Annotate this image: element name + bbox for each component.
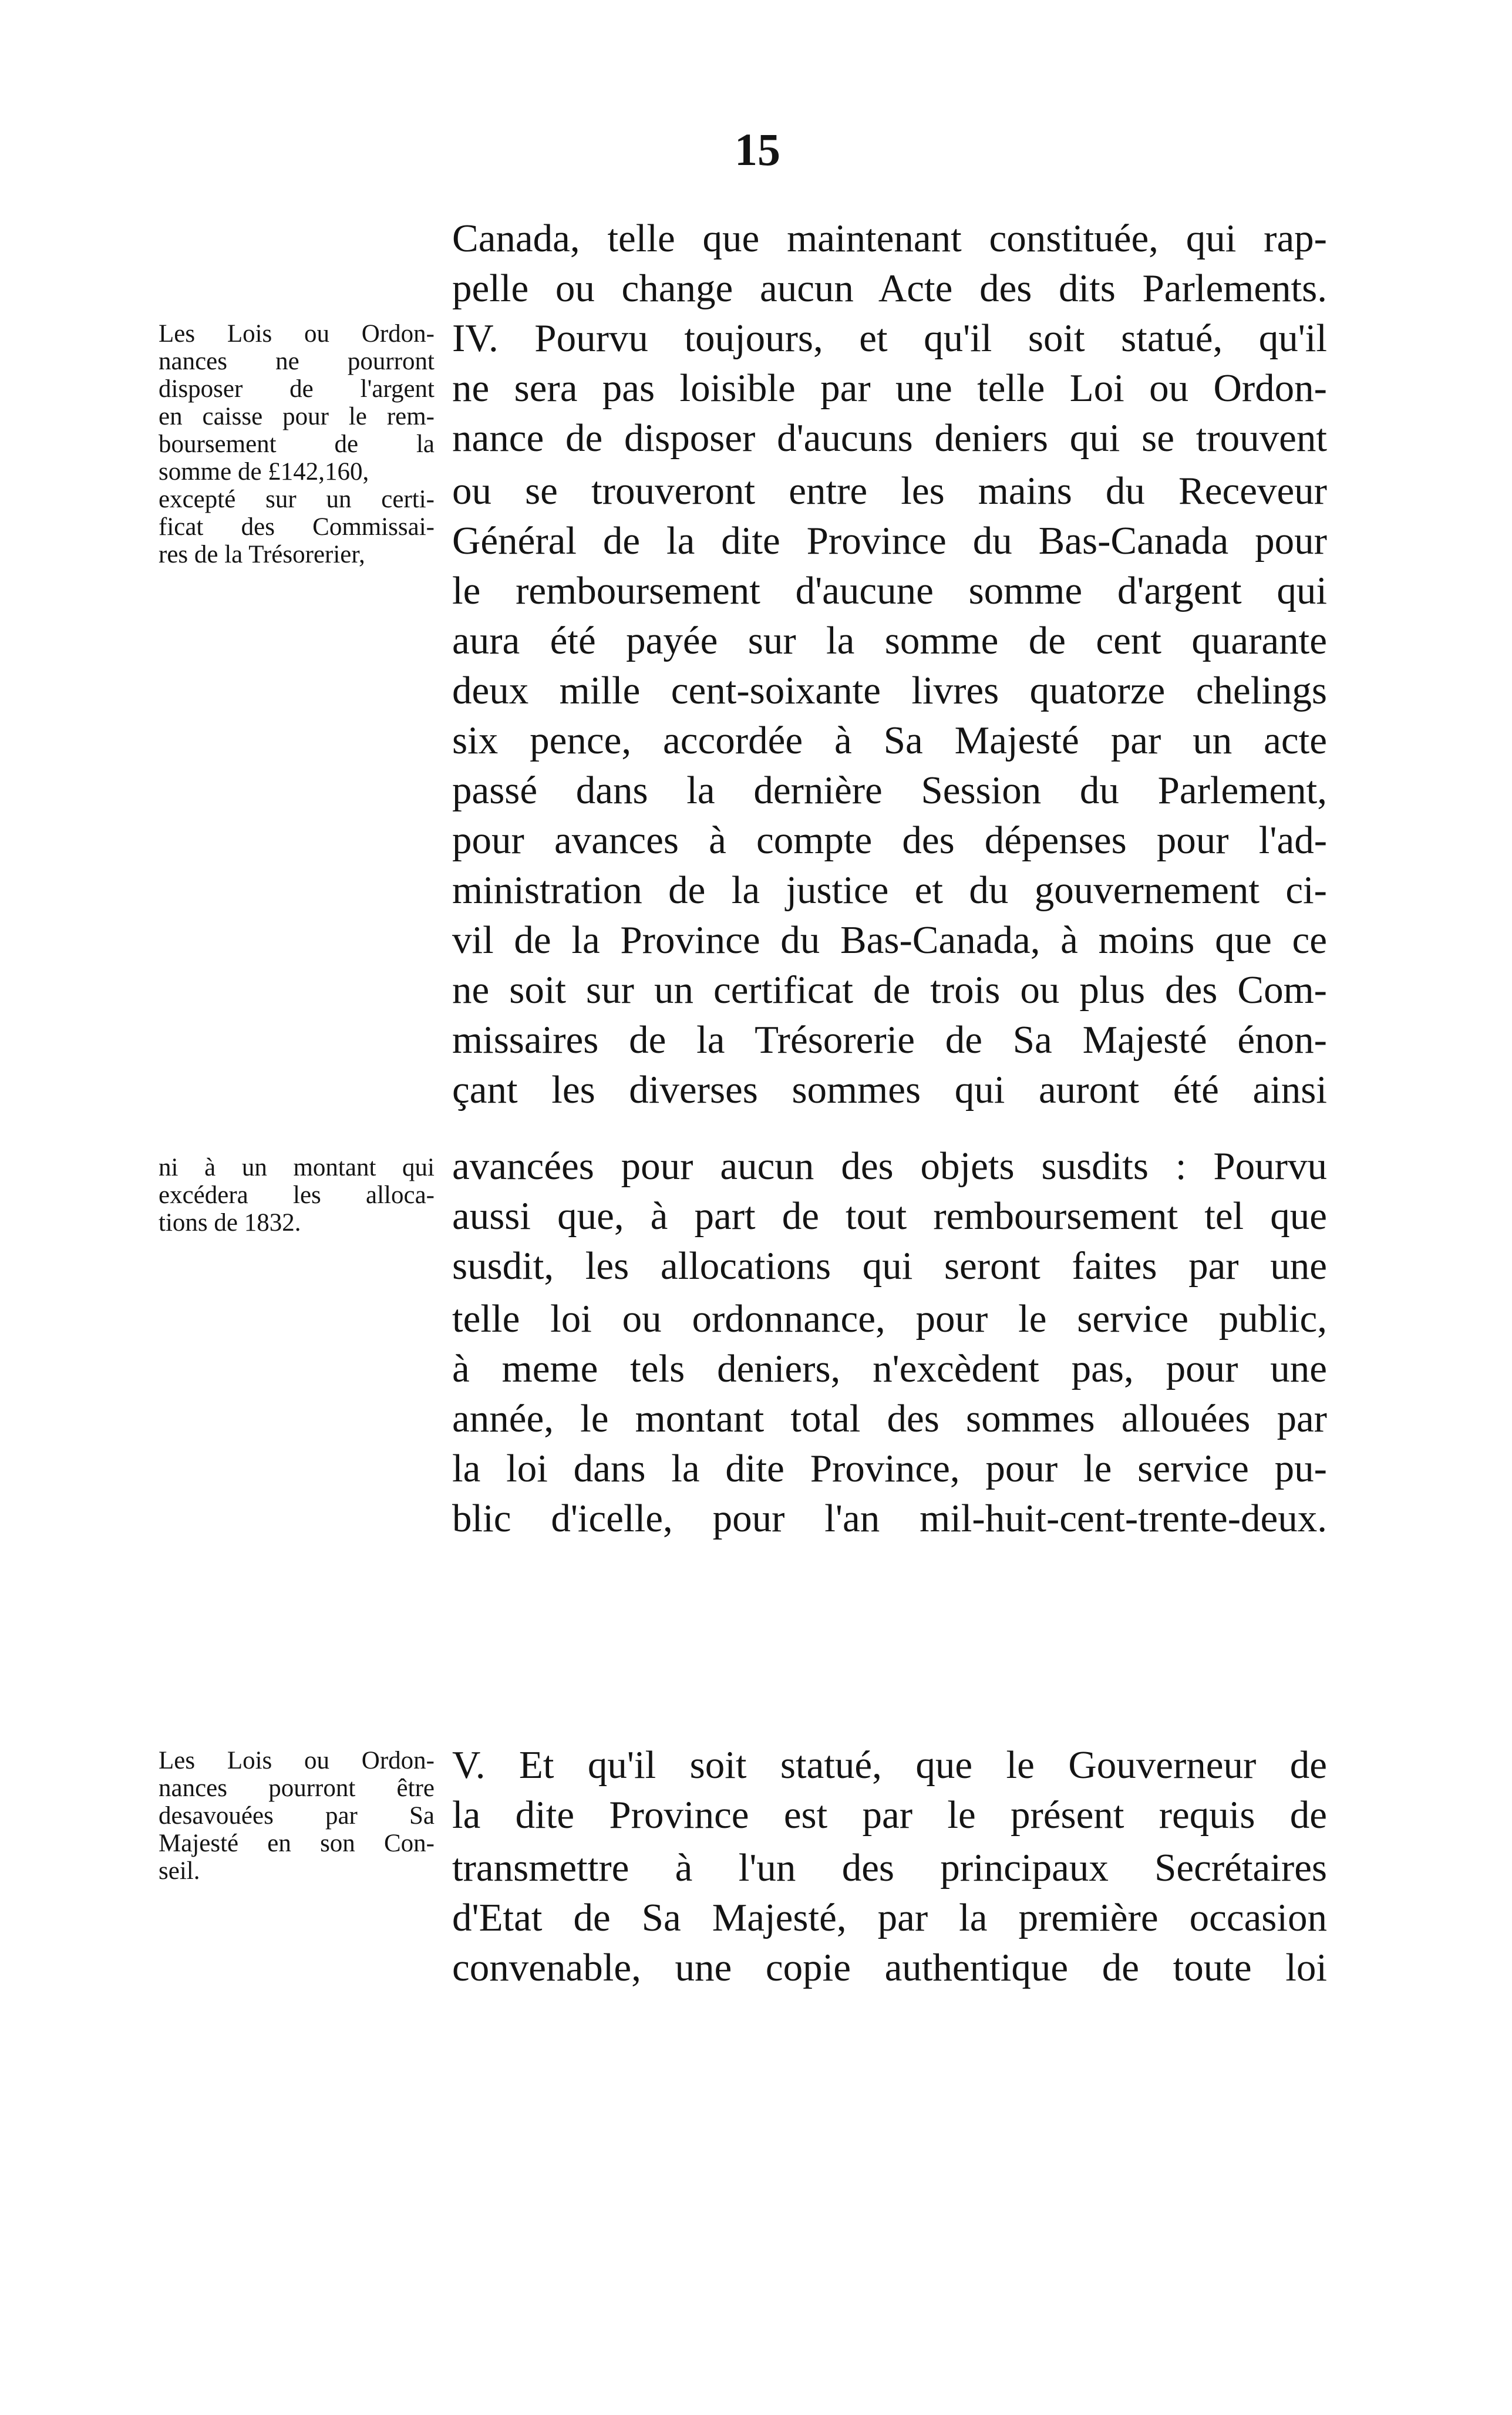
body-line: six pence, accordée à Sa Majesté par un acte bbox=[452, 719, 1327, 762]
body-line: ministration de la justice et du gouvernement ci- bbox=[452, 868, 1327, 912]
body-line: passé dans la dernière Session du Parlement, bbox=[452, 769, 1327, 812]
margin-note-line: excédera les alloca- bbox=[159, 1181, 435, 1209]
margin-note-line: desavouées par Sa bbox=[159, 1802, 435, 1830]
margin-note-line: nances ne pourront bbox=[159, 348, 435, 375]
body-line: Général de la dite Province du Bas-Canada pour bbox=[452, 519, 1327, 563]
body-line: missaires de la Trésorerie de Sa Majesté énon- bbox=[452, 1018, 1327, 1062]
body-line: çant les diverses sommes qui auront été ainsi bbox=[452, 1068, 1327, 1111]
body-line: la dite Province est par le présent requis de bbox=[452, 1793, 1327, 1837]
margin-note-line: ni à un montant qui bbox=[159, 1154, 435, 1181]
body-line: ou se trouveront entre les mains du Receveur bbox=[452, 469, 1327, 513]
body-line: à meme tels deniers, n'excèdent pas, pour une bbox=[452, 1347, 1327, 1390]
margin-note-allocations bbox=[159, 1154, 435, 1237]
body-line: ne soit sur un certificat de trois ou plus des Com- bbox=[452, 968, 1327, 1012]
body-line: ne sera pas loisible par une telle Loi ou Ordon- bbox=[452, 366, 1327, 410]
margin-note-line: tions de 1832. bbox=[159, 1209, 301, 1237]
body-line: aussi que, à part de tout remboursement tel que bbox=[452, 1194, 1327, 1238]
body-line: pour avances à compte des dépenses pour l'ad- bbox=[452, 819, 1327, 862]
body-line: pelle ou change aucun Acte des dits Parlements. bbox=[452, 267, 1327, 310]
body-line: transmettre à l'un des principaux Secrétaires bbox=[452, 1846, 1327, 1889]
margin-note-line: res de la Trésorerier, bbox=[159, 541, 365, 568]
body-line: convenable, une copie authentique de toute loi bbox=[452, 1946, 1327, 1989]
margin-note-line: Les Lois ou Ordon- bbox=[159, 320, 435, 348]
body-line: la loi dans la dite Province, pour le service pu- bbox=[452, 1447, 1327, 1490]
body-line: aura été payée sur la somme de cent quarante bbox=[452, 619, 1327, 662]
margin-note-line: ficat des Commissai- bbox=[159, 513, 435, 541]
body-line: d'Etat de Sa Majesté, par la première occasion bbox=[452, 1896, 1327, 1939]
body-line: susdit, les allocations qui seront faites par une bbox=[452, 1244, 1327, 1288]
body-line: deux mille cent-soixante livres quatorze chelings bbox=[452, 669, 1327, 712]
margin-note-section-v bbox=[159, 1747, 435, 1885]
body-line: nance de disposer d'aucuns deniers qui se trouvent bbox=[452, 416, 1327, 460]
body-line: Canada, telle que maintenant constituée, qui rap- bbox=[452, 217, 1327, 260]
margin-note-line: Majesté en son Con- bbox=[159, 1830, 435, 1857]
margin-note-line: en caisse pour le rem- bbox=[159, 403, 435, 430]
margin-note-line: Les Lois ou Ordon- bbox=[159, 1747, 435, 1774]
margin-note-section-iv bbox=[159, 320, 435, 568]
margin-note-line: boursement de la bbox=[159, 430, 435, 458]
body-line: avancées pour aucun des objets susdits : Pourvu bbox=[452, 1144, 1327, 1188]
body-line: blic d'icelle, pour l'an mil-huit-cent-trente-deux. bbox=[452, 1497, 1327, 1540]
margin-note-line: disposer de l'argent bbox=[159, 375, 435, 403]
body-line: le remboursement d'aucune somme d'argent qui bbox=[452, 569, 1327, 612]
margin-note-line: somme de £142,160, bbox=[159, 458, 369, 486]
body-line: IV. Pourvu toujours, et qu'il soit statué, qu'il bbox=[452, 316, 1327, 360]
margin-note-line: excepté sur un certi- bbox=[159, 486, 435, 513]
page-number: 15 bbox=[735, 124, 780, 175]
margin-note-line: nances pourront être bbox=[159, 1774, 435, 1802]
margin-note-line: seil. bbox=[159, 1857, 200, 1885]
body-line: vil de la Province du Bas-Canada, à moins que ce bbox=[452, 918, 1327, 962]
body-line: telle loi ou ordonnance, pour le service public, bbox=[452, 1297, 1327, 1340]
body-line: année, le montant total des sommes allouées par bbox=[452, 1397, 1327, 1440]
body-line: V. Et qu'il soit statué, que le Gouverneur de bbox=[452, 1743, 1327, 1787]
